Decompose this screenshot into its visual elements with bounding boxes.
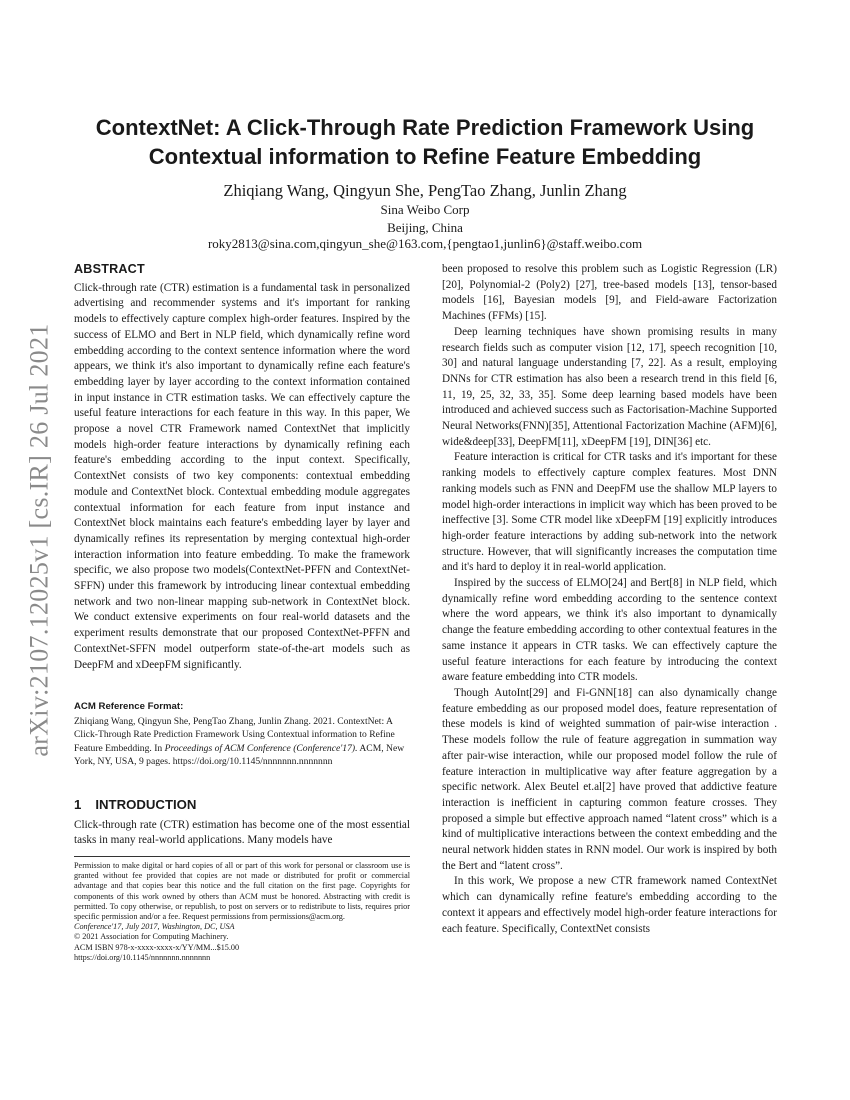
affiliation: Sina Weibo Corp [380, 202, 470, 217]
copyright-footnote [74, 856, 410, 963]
intro-paragraph-6: In this work, We propose a new CTR framework named ContextNet which can dynamically refine feature's embedding according to the context it appears and effectively model high-order feature interactions for each feature. Specifically, ContextNet consists [442, 875, 777, 935]
intro-paragraph-1-start: Click-through rate (CTR) estimation has become one of the most essential tasks in many real-world applications. Many models have [74, 818, 410, 847]
conference-info: Conference'17, July 2017, Washington, DC, USA [74, 922, 235, 932]
intro-paragraph-1-end: been proposed to resolve this problem such as Logistic Regression (LR) [20], Polynomial-2 (Poly2) [27], tree-based models [13], tensor-based models [16], Bayesian models [9], and Field-aware Factorization Machines (FFMs) [15]. [442, 263, 777, 323]
section-heading-introduction [74, 797, 410, 813]
intro-start [74, 797, 410, 849]
section-title: INTRODUCTION [95, 797, 197, 812]
title-line-1: ContextNet: A Click-Through Rate Prediction Framework Using [95, 115, 755, 140]
left-column [74, 262, 410, 673]
isbn-line: ACM ISBN 978-x-xxxx-xxxx-x/YY/MM...$15.00 [74, 942, 240, 952]
location: Beijing, China [387, 220, 463, 235]
acm-reference [74, 699, 410, 769]
intro-paragraph-3: Feature interaction is critical for CTR tasks and it's important for these ranking models to effectively capture complex features. Most DNN ranking models such as FNN and DeepFM use the shallow MLP layers to model high-order interactions in implicit way which has been proved to be ineffective [3]. Some CTR model like xDeepFM [19] explicitly introduces high-order feature interactions by adding sub-network into the network structure. However, that will significantly increases the computation time and it's hard to deploy it in real-world application. [442, 451, 777, 574]
paper-title [70, 113, 780, 171]
section-number: 1 [74, 797, 82, 812]
intro-paragraph-5: Though AutoInt[29] and Fi-GNN[18] can also dynamically change feature embedding as our proposed model does, feature representation of these models is kind of weighted summation of pair-wise interaction . These models follow the rule of feature aggregation in summation way after pair-wise interaction, while our proposed model follow the rule of feature interaction in multiplicative way after feature aggregation by a specific network. Alex Beutel et.al[2] have proved that addictive feature interaction is inefficient in capturing common feature crosses. They proposed a simple but effective approach named “latent cross” which is a kind of multiplicative interactions between the context embedding and the neural network hidden states in RNN model. Our work is inspired by both the Bert and “latent cross”. [442, 686, 777, 872]
acm-reference-text [74, 715, 410, 769]
arxiv-stamp [12, 290, 68, 790]
copyright-line: © 2021 Association for Computing Machinery. [74, 932, 229, 942]
intro-paragraph-2: Deep learning techniques have shown promising results in many research fields such as computer vision [12, 17], speech recognition [10, 30] and natural language understanding [7, 22]. As a result, employing DNNs for CTR estimation has also been a research trend in this field [6, 11, 19, 25, 32, 33, 35]. Some deep learning based models have been introduced and achieved success such as Factorisation-Machine Supported Neural Networks(FNN)[35], Attentional Factorization Machine (AFM)[6], wide&deep[33], DeepFM[11], xDeepFM [19], DIN[36] etc. [442, 325, 777, 448]
author-emails: roky2813@sina.com,qingyun_she@163.com,{pengtao1,junlin6}@staff.weibo.com [207, 236, 643, 251]
acm-reference-doi: ACM, New York, NY, USA, 9 pages. https://doi.org/10.1145/nnnnnnn.nnnnnnn [74, 742, 405, 768]
intro-paragraph-4: Inspired by the success of ELMO[24] and Bert[8] in NLP field, which dynamically refine word embedding according to the sentence context where the word appears, we think it's also important to dynamically change the feature embedding according to other contextual features in the same instance it appears in CTR tasks. We can effectively capture the useful feature interactions for each feature by introducing the context aware feature embedding into CTR models. [442, 577, 777, 684]
acm-reference-citation: Zhiqiang Wang, Qingyun She, PengTao Zhang, Junlin Zhang. 2021. ContextNet: A Click-Through Rate Prediction Framework Using Contextual information to Refine Feature Embedding. In [74, 715, 395, 754]
right-column [442, 262, 777, 937]
author-list: Zhiqiang Wang, Qingyun She, PengTao Zhang, Junlin Zhang [223, 181, 627, 200]
abstract-heading: ABSTRACT [74, 262, 145, 276]
acm-reference-heading: ACM Reference Format: [74, 701, 184, 712]
doi-line: https://doi.org/10.1145/nnnnnnn.nnnnnnn [74, 952, 211, 962]
arxiv-identifier: arXiv:2107.12025v1 [cs.IR] 26 Jul 2021 [25, 323, 55, 757]
abstract-text: Click-through rate (CTR) estimation is a fundamental task in personalized advertising and recommender systems and it's important for ranking models to effectively capture complex high-order features. Inspired by the success of ELMO and Bert in NLP field, which dynamically refine word embedding according to the context sentence information where the word appears, we think it's also important to dynamically refine each feature's embedding layer by layer according to the context information contained in input instance in CTR estimation tasks. We can effectively capture the useful feature interactions for each feature in this way. In this paper, We propose a novel CTR Framework named ContextNet that implicitly models high-order feature interactions by dynamically refining each feature's embedding according to the input context. Specifically, ContextNet consists of two key components: contextual embedding module and ContextNet block. Contextual embedding module aggregates contextual information for each feature from input instance and ContextNet block maintains each feature's embedding layer by layer and dynamically refines its representation by merging contextual high-order interaction information into feature embedding. To make the framework specific, we also propose two models(ContextNet-PFFN and ContextNet-SFFN) under this framework by introducing linear contextual embedding network and two non-linear mapping sub-network in ContextNet block. We conduct extensive experiments on four real-world datasets and the experiment results demonstrate that our proposed ContextNet-PFFN and ContextNet-SFFN model outperform state-of-the-art models such as DeepFM and xDeepFM significantly. [74, 281, 410, 671]
permission-notice: Permission to make digital or hard copies of all or part of this work for personal or classroom use is granted without fee provided that copies are not made or distributed for profit or commercial advantage and that copies bear this notice and the full citation on the first page. Copyrights for components of this work owned by others than ACM must be honored. Abstracting with credit is permitted. To copy otherwise, or republish, to post on servers or to redistribute to lists, requires prior specific permission and/or a fee. Request permissions from permissions@acm.org. [74, 861, 410, 922]
acm-reference-proceedings: Proceedings of ACM Conference (Conference'17). [164, 742, 358, 754]
title-line-2: Contextual information to Refine Feature Embedding [148, 144, 702, 169]
